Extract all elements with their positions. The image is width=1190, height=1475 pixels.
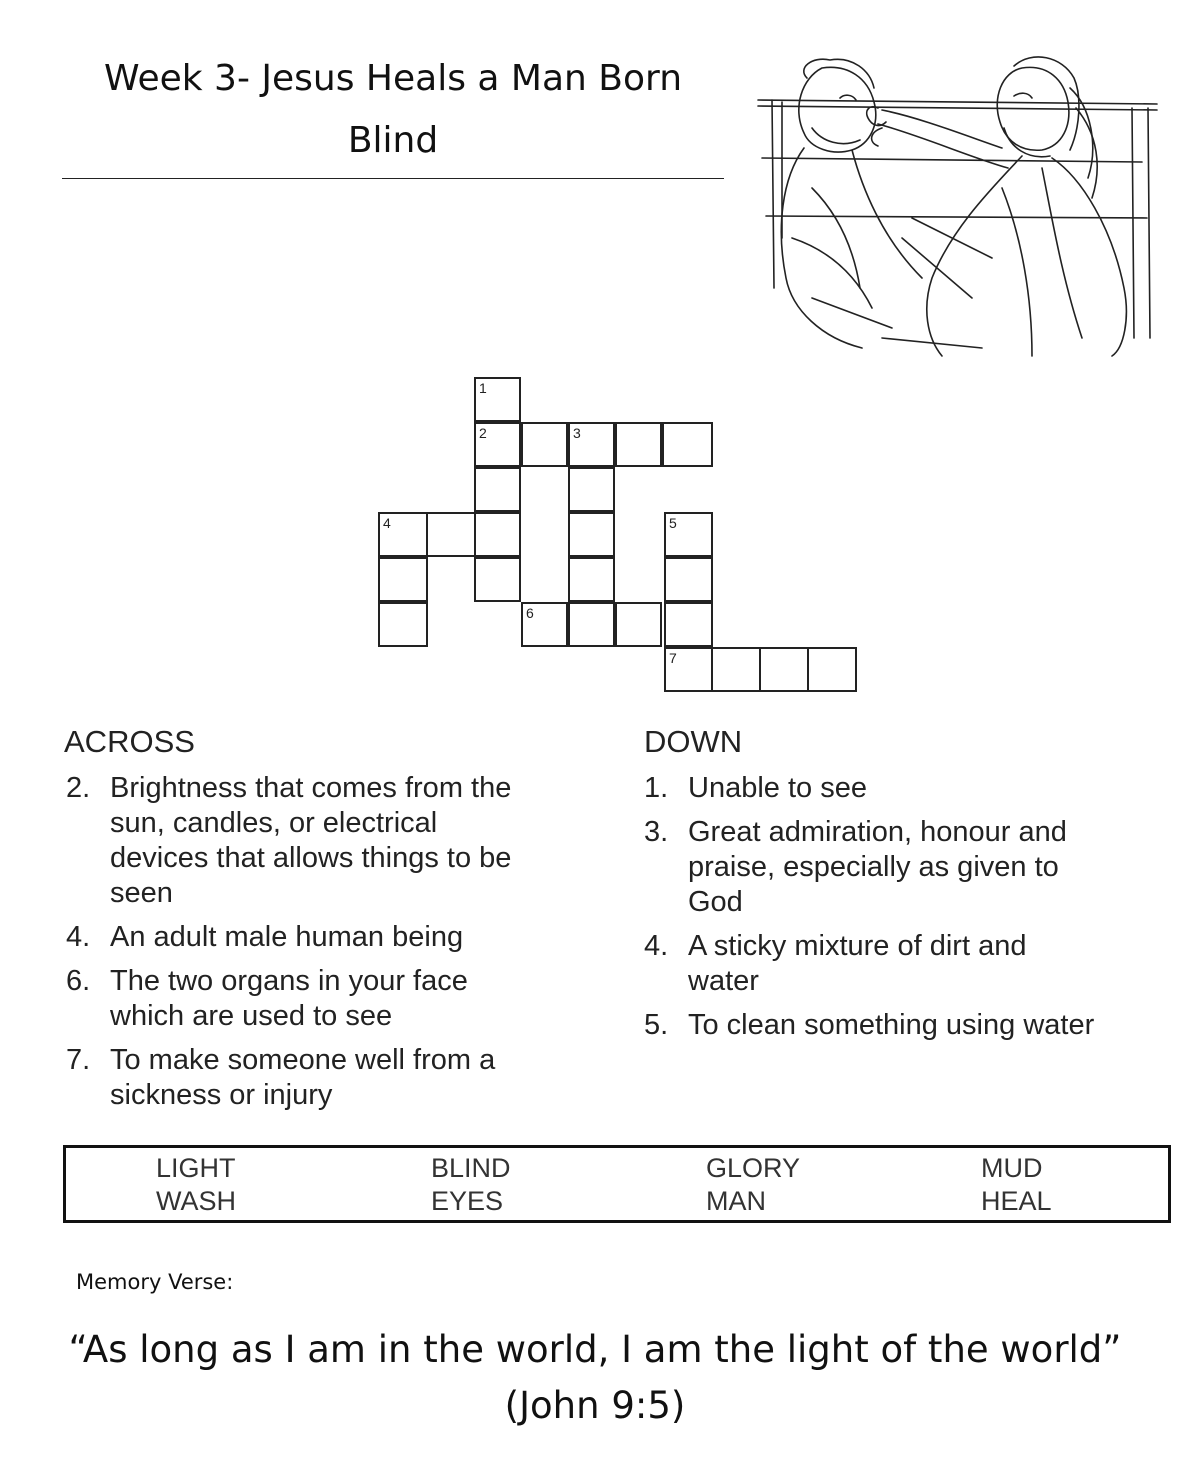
clue-num: 2. (66, 772, 91, 804)
memory-verse (0, 1322, 1190, 1434)
clue-number: 4 (383, 515, 391, 531)
clue-number: 5 (669, 515, 677, 531)
clue-line: praise, especially as given to (688, 851, 1059, 883)
crossword-cell[interactable] (664, 647, 713, 692)
crossword-cell[interactable] (568, 557, 615, 602)
crossword-cell[interactable] (568, 467, 615, 512)
clue-num: 1. (644, 772, 669, 804)
title-line-1: Week 3- Jesus Heals a Man Born (103, 58, 683, 99)
clue-line: sun, candles, or electrical (110, 807, 438, 839)
clue-num: 3. (644, 816, 669, 848)
clue-number: 3 (573, 425, 581, 441)
clue-num: 4. (644, 930, 669, 962)
bank-word: LIGHT (156, 1153, 236, 1183)
crossword-cell[interactable] (664, 512, 713, 557)
bank-word: HEAL (981, 1186, 1052, 1216)
crossword-cell[interactable] (521, 422, 568, 467)
down-clues (642, 771, 1182, 1052)
clue-line: devices that allows things to be (110, 842, 512, 874)
crossword-cell[interactable] (378, 557, 428, 602)
verse-reference: (John 9:5) (504, 1384, 686, 1427)
verse-text: “As long as I am in the world, I am the light of the world” (68, 1328, 1122, 1371)
crossword-cell[interactable] (474, 557, 521, 602)
crossword-cell[interactable] (662, 422, 713, 467)
title-line-2: Blind (347, 120, 439, 161)
clue-line: sickness or injury (110, 1079, 333, 1111)
crossword-cell[interactable] (474, 467, 521, 512)
clue-line: water (688, 965, 759, 997)
title-underline (62, 178, 724, 179)
crossword-cell[interactable] (664, 602, 713, 647)
clue-line: Great admiration, honour and (688, 816, 1067, 848)
clue-num: 7. (66, 1044, 91, 1076)
crossword-cell[interactable] (474, 422, 521, 467)
clue-line: An adult male human being (110, 921, 464, 953)
clue-line: To make someone well from a (110, 1044, 496, 1076)
bank-word: WASH (156, 1186, 236, 1216)
bank-word: GLORY (706, 1153, 801, 1183)
crossword-cell[interactable] (474, 377, 521, 422)
clue-number: 7 (669, 650, 677, 666)
clue-line: God (688, 886, 743, 918)
crossword-cell[interactable] (759, 647, 809, 692)
across-heading: ACROSS (64, 724, 195, 759)
across-clue (64, 771, 624, 911)
crossword-cell[interactable] (426, 512, 476, 557)
down-clue (642, 929, 1182, 999)
clue-num: 6. (66, 965, 91, 997)
crossword-cell[interactable] (664, 557, 713, 602)
clue-line: The two organs in your face (110, 965, 468, 997)
word-bank (63, 1145, 1171, 1223)
bank-word: EYES (431, 1186, 504, 1216)
clue-line: Brightness that comes from the (110, 772, 512, 804)
clue-num: 5. (644, 1009, 669, 1041)
clue-number: 1 (479, 380, 487, 396)
crossword-cell[interactable] (711, 647, 761, 692)
crossword-cell[interactable] (378, 512, 428, 557)
clue-line: Unable to see (688, 772, 867, 804)
across-clue (64, 1043, 624, 1113)
down-clue (642, 815, 1182, 920)
clue-line: To clean something using water (688, 1009, 1095, 1041)
crossword-cell[interactable] (568, 512, 615, 557)
clue-line: seen (110, 877, 173, 909)
crossword-cell[interactable] (615, 422, 662, 467)
jesus-healing-blind-man-drawing (752, 38, 1162, 358)
clue-num: 4. (66, 921, 91, 953)
worksheet-title (62, 48, 724, 172)
down-clue (642, 771, 1182, 806)
crossword-cell[interactable] (568, 422, 615, 467)
crossword-cell[interactable] (378, 602, 428, 647)
memory-verse-label: Memory Verse: (76, 1270, 234, 1294)
crossword-cell[interactable] (568, 602, 615, 647)
bank-word: MUD (981, 1153, 1043, 1183)
across-clue (64, 964, 624, 1034)
clue-line: which are used to see (110, 1000, 393, 1032)
bank-word: BLIND (431, 1153, 511, 1183)
across-clues (64, 771, 624, 1122)
clue-line: A sticky mixture of dirt and (688, 930, 1027, 962)
crossword-cell[interactable] (474, 512, 521, 557)
across-clue (64, 920, 624, 955)
crossword-cell[interactable] (521, 602, 568, 647)
crossword-cell[interactable] (807, 647, 857, 692)
crossword-cell[interactable] (615, 602, 662, 647)
clue-number: 6 (526, 605, 534, 621)
down-clue (642, 1008, 1182, 1043)
clue-number: 2 (479, 425, 487, 441)
down-heading: DOWN (644, 724, 743, 759)
bank-word: MAN (706, 1186, 766, 1216)
